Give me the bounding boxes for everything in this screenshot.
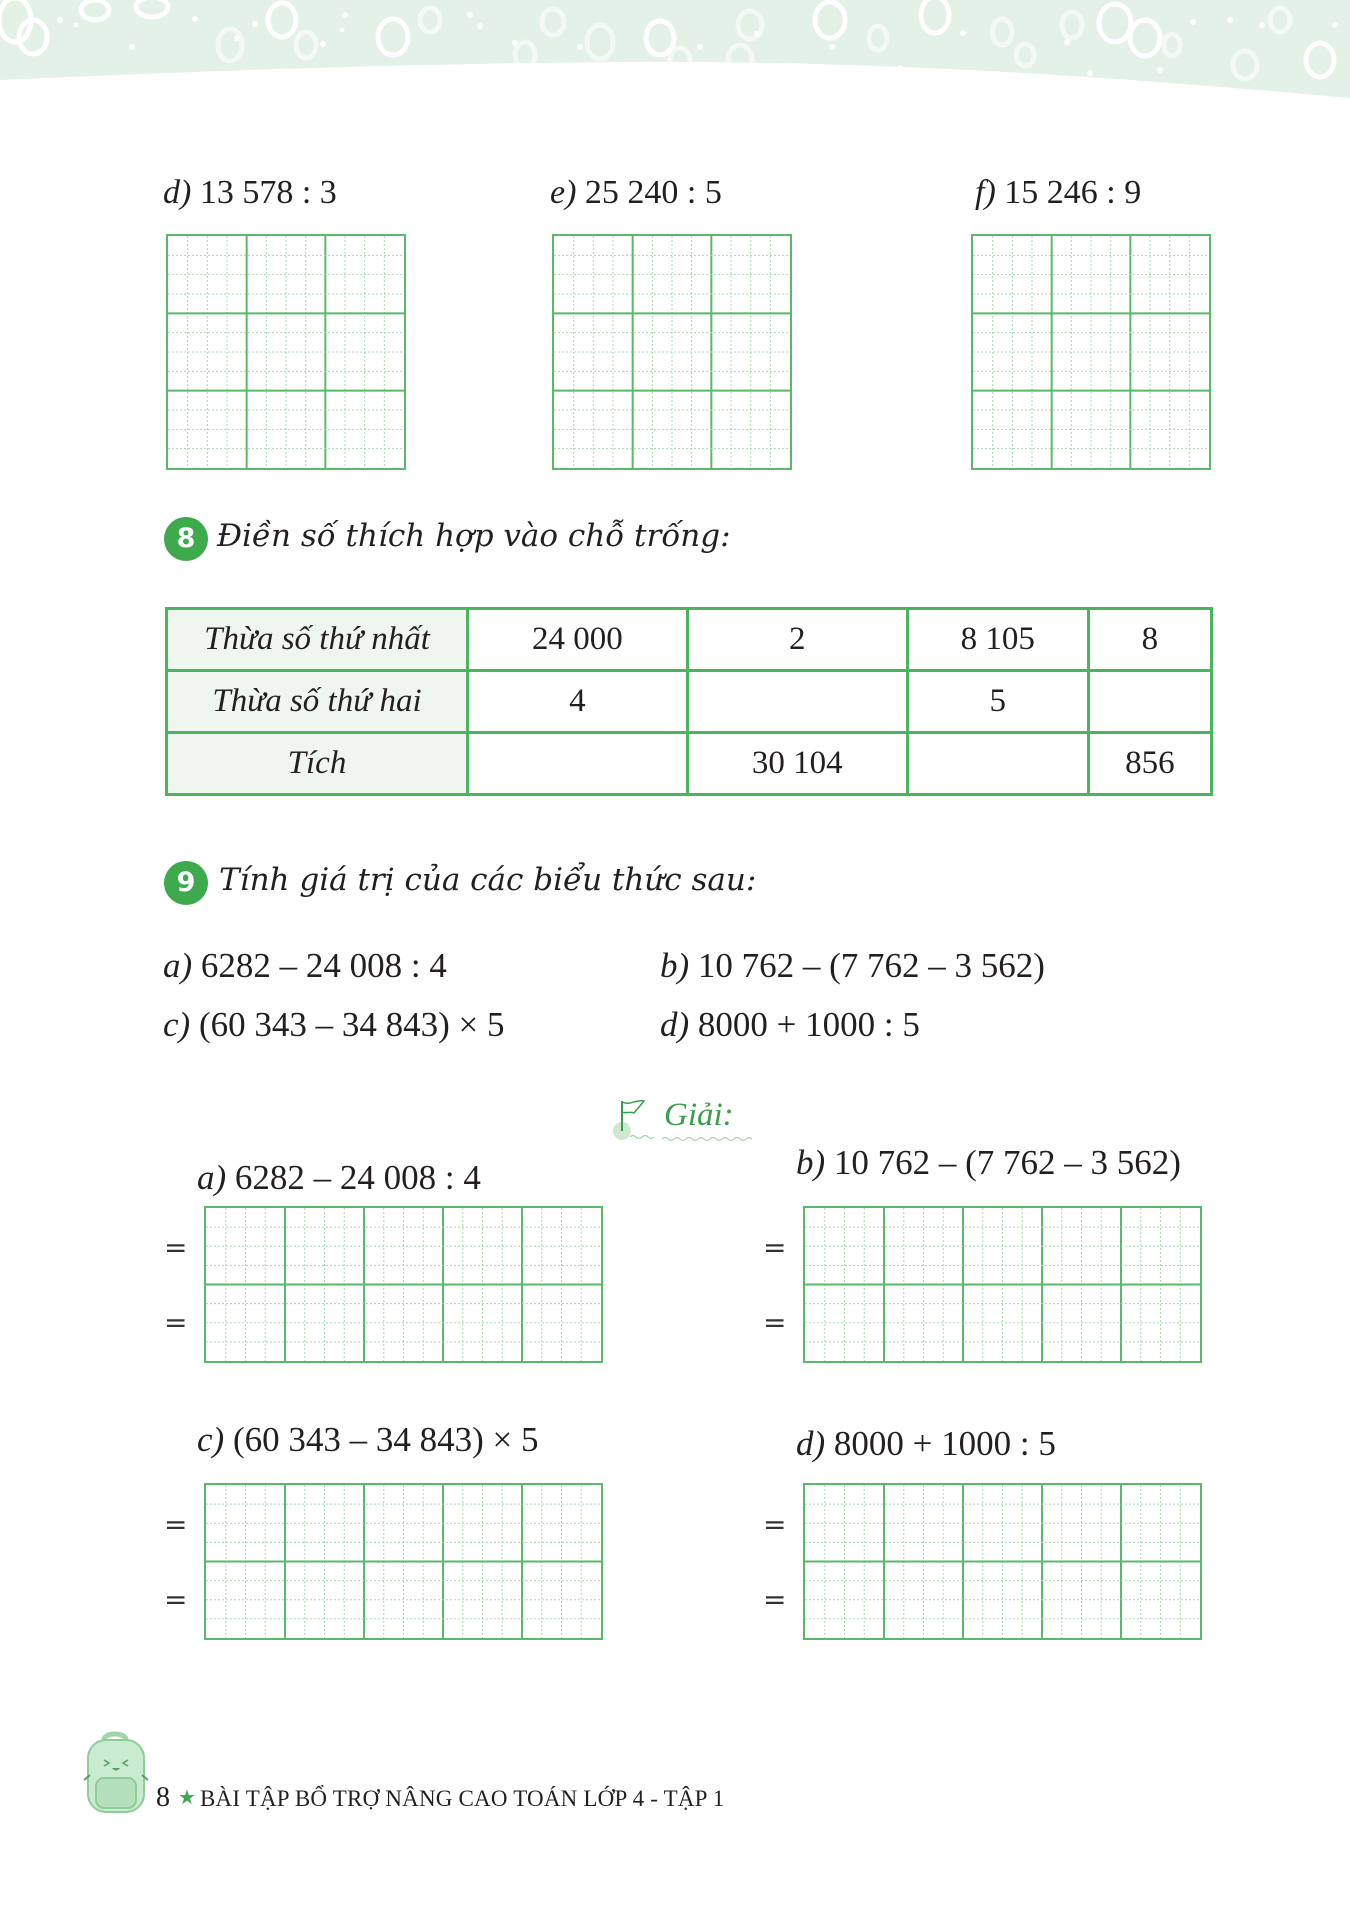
table-cell[interactable]	[907, 733, 1088, 795]
exercise-expression: 15 246 : 9	[1004, 174, 1142, 211]
expression-text: 6282 – 24 008 : 4	[234, 1158, 481, 1197]
table-cell[interactable]: 24 000	[468, 609, 688, 671]
wavy-underline	[662, 1135, 752, 1143]
table-cell[interactable]	[687, 671, 907, 733]
answer-grid-d-solution[interactable]	[803, 1483, 1202, 1640]
answer-grid-b[interactable]	[803, 1206, 1202, 1363]
table-cell[interactable]	[468, 733, 688, 795]
table-cell[interactable]: 8 105	[907, 609, 1088, 671]
question-number-badge: 9	[164, 861, 208, 905]
exercise-e-label	[550, 174, 722, 212]
exercise-d-label	[163, 174, 337, 212]
question-title: Điền số thích hợp vào chỗ trống:	[217, 518, 731, 554]
solution-heading-text: Giải:	[664, 1097, 734, 1133]
solution-label-c	[197, 1420, 539, 1460]
equals-sign: =	[763, 1231, 787, 1264]
expression-d	[660, 1005, 920, 1045]
question-title: Tính giá trị của các biểu thức sau:	[219, 862, 757, 898]
question-number-badge: 8	[164, 517, 208, 561]
grid-lines	[805, 1485, 1200, 1638]
grid-lines	[168, 236, 404, 468]
exercise-letter: d)	[163, 174, 192, 211]
exercise-expression: 25 240 : 5	[584, 174, 722, 211]
star-icon: ★	[178, 1785, 196, 1809]
equals-sign: =	[763, 1508, 787, 1541]
equals-sign: =	[763, 1583, 787, 1616]
expression-letter: c)	[163, 1005, 191, 1044]
solution-heading	[612, 1093, 752, 1143]
expression-text: 8000 + 1000 : 5	[697, 1005, 920, 1044]
exercise-f-label	[975, 174, 1141, 212]
grid-lines	[554, 236, 790, 468]
solution-label-b	[796, 1143, 1181, 1183]
expression-text: 10 762 – (7 762 – 3 562)	[697, 946, 1045, 985]
equals-sign: =	[164, 1306, 188, 1339]
answer-grid-f[interactable]	[971, 234, 1211, 470]
expression-text: 6282 – 24 008 : 4	[200, 946, 447, 985]
expression-letter: a)	[163, 946, 193, 985]
table-cell[interactable]	[1088, 671, 1211, 733]
table-cell[interactable]: 2	[687, 609, 907, 671]
answer-grid-a[interactable]	[204, 1206, 603, 1363]
exercise-letter: f)	[975, 174, 996, 211]
page-number: 8	[156, 1782, 170, 1813]
expression-c	[163, 1005, 505, 1045]
answer-grid-e[interactable]	[552, 234, 792, 470]
table-cell[interactable]: 4	[468, 671, 688, 733]
table-cell[interactable]: 5	[907, 671, 1088, 733]
book-title: BÀI TẬP BỔ TRỢ NÂNG CAO TOÁN LỚP 4 - TẬP 1	[200, 1786, 725, 1811]
expression-a	[163, 946, 447, 986]
row-header: Thừa số thứ hai	[167, 671, 468, 733]
table-cell[interactable]: 30 104	[687, 733, 907, 795]
flag-icon	[612, 1093, 662, 1143]
exercise-letter: e)	[550, 174, 577, 211]
expression-letter: c)	[197, 1420, 225, 1459]
multiplication-table	[165, 607, 1213, 796]
expression-letter: a)	[197, 1158, 227, 1197]
equals-sign: =	[763, 1306, 787, 1339]
table-row	[167, 671, 1212, 733]
backpack-icon	[82, 1730, 154, 1818]
answer-grid-d[interactable]	[166, 234, 406, 470]
equals-sign: =	[164, 1508, 188, 1541]
expression-text: 10 762 – (7 762 – 3 562)	[833, 1143, 1181, 1182]
answer-grid-c[interactable]	[204, 1483, 603, 1640]
table-cell[interactable]: 8	[1088, 609, 1211, 671]
table-row	[167, 733, 1212, 795]
expression-text: (60 343 – 34 843) × 5	[198, 1005, 505, 1044]
expression-letter: b)	[660, 946, 690, 985]
grid-lines	[805, 1208, 1200, 1361]
page-footer	[78, 1730, 778, 1820]
expression-letter: d)	[660, 1005, 690, 1044]
table-cell[interactable]: 856	[1088, 733, 1211, 795]
row-header: Tích	[167, 733, 468, 795]
row-header: Thừa số thứ nhất	[167, 609, 468, 671]
expression-text: 8000 + 1000 : 5	[833, 1424, 1056, 1463]
grid-lines	[206, 1485, 601, 1638]
header-decoration	[0, 0, 1350, 110]
solution-label-a	[197, 1158, 481, 1198]
expression-b	[660, 946, 1045, 986]
equals-sign: =	[164, 1583, 188, 1616]
equals-sign: =	[164, 1231, 188, 1264]
grid-lines	[206, 1208, 601, 1361]
solution-label-d	[796, 1424, 1056, 1464]
table-row	[167, 609, 1212, 671]
expression-text: (60 343 – 34 843) × 5	[232, 1420, 539, 1459]
expression-letter: d)	[796, 1424, 826, 1463]
exercise-expression: 13 578 : 3	[199, 174, 337, 211]
grid-lines	[973, 236, 1209, 468]
expression-letter: b)	[796, 1143, 826, 1182]
